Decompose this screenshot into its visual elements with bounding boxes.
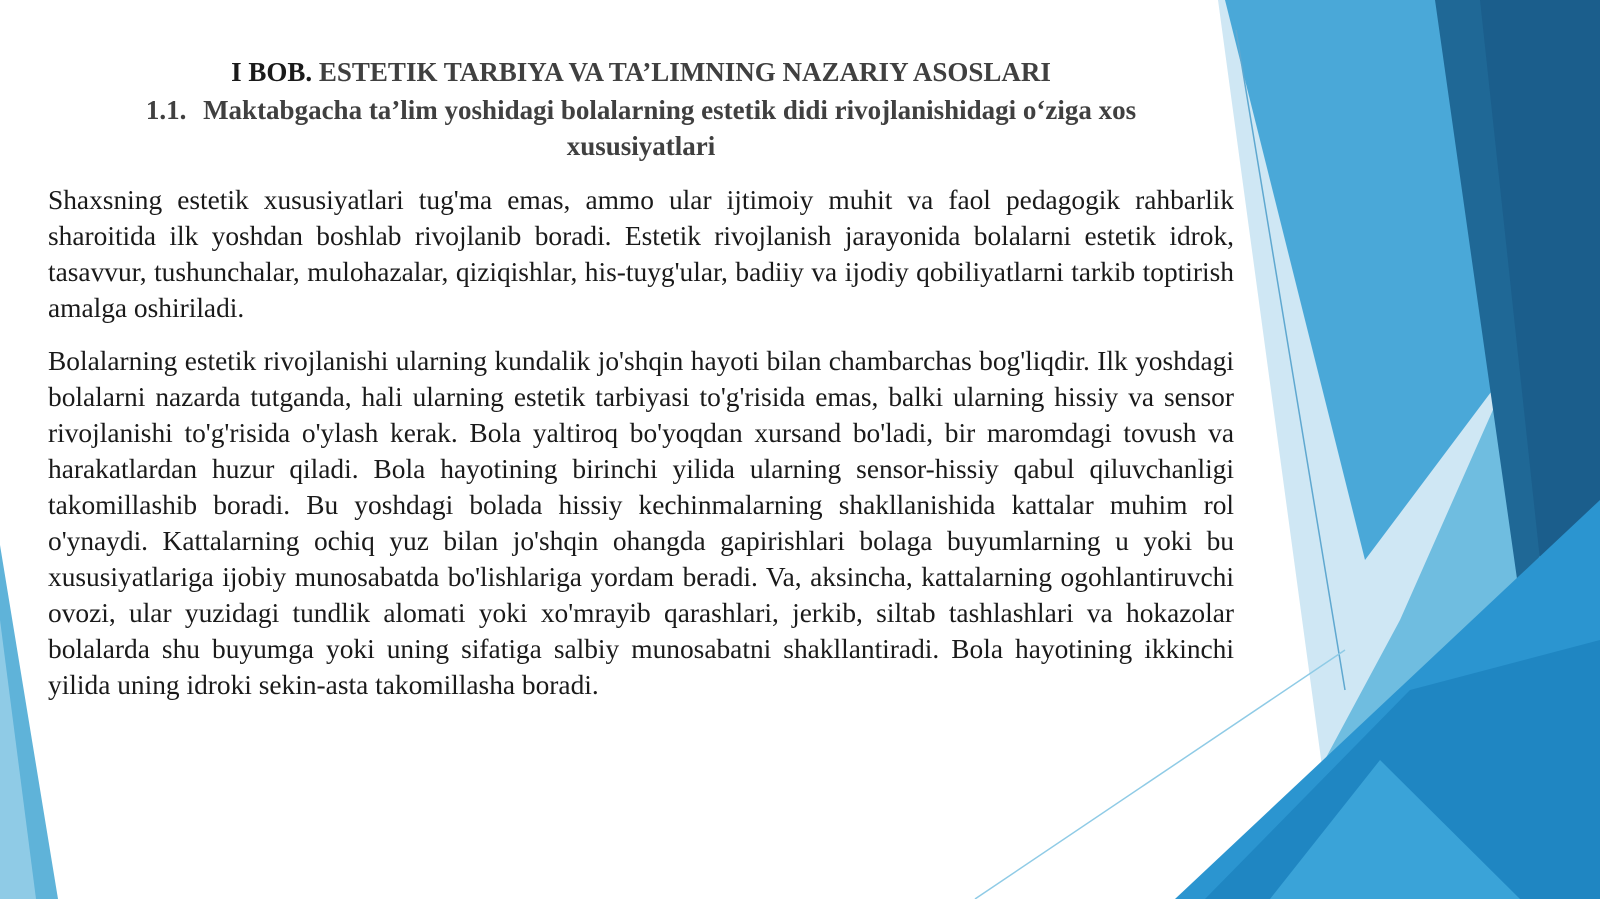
section-title (48, 92, 1234, 164)
section-number: 1.1. (145, 95, 187, 125)
chapter-title-prefix: I BOB. (231, 57, 313, 87)
paragraph-1: Shaxsning estetik xususiyatlari tug'ma emas, ammo ular ijtimoiy muhit va faol pedagogik rahbarlik sharoitida ilk yoshdan boshlab rivojlanib boradi. Estetik rivojlanish jarayonida bolalarni estetik idrok, tasavvur, tushunchalar, mulohazalar, qiziqishlar, his-tuyg'ular, badiiy va ijodiy qobiliyatlarni tarkib toptirish amalga oshiriladi. (48, 185, 1234, 323)
section-title-text: Maktabgacha ta’lim yoshidagi bolalarning estetik didi rivojlanishidagi o‘ziga xos xususiyatlari (203, 95, 1137, 161)
chapter-title-text: ESTETIK TARBIYA VA TA’LIMNING NAZARIY ASOSLARI (318, 57, 1051, 87)
paragraph-2: Bolalarning estetik rivojlanishi ularning kundalik jo'shqin hayoti bilan chambarchas bog'liqdir. Ilk yoshdagi bolalarni nazarda tutganda, hali ularning estetik tarbiyasi to'g'risida emas, balki ularning hissiy va sensor rivojlanishi to'g'risida o'ylash kerak. Bola yaltiroq bo'yoqdan xursand bo'ladi, bir maromdagi tovush va harakatlardan huzur qiladi. Bola hayotining birinchi yilida ularning sensor-hissiy qabul qiluvchanligi takomillashib boradi. Bu yoshdagi bolada hissiy kechinmalarning shakllanishida kattalar muhim rol o'ynaydi. Kattalarning ochiq yuz bilan jo'shqin ohangda gapirishlari bolaga buyumlarning u yoki bu xususiyatlariga ijobiy munosabatda bo'lishlariga yordam beradi. Va, aksincha, kattalarning ogohlantiruvchi ovozi, ular yuzidagi tundlik alomati yoki xo'mrayib qarashlari, jerkib, siltab tashlashlari va hokazolar bolalarda shu buyumga yoki uning sifatiga salbiy munosabatni shakllantiradi. Bola hayotining ikkinchi yilida uning idroki sekin-asta takomillasha boradi. (48, 346, 1234, 700)
chapter-title (48, 52, 1234, 92)
slide-content (48, 52, 1234, 703)
